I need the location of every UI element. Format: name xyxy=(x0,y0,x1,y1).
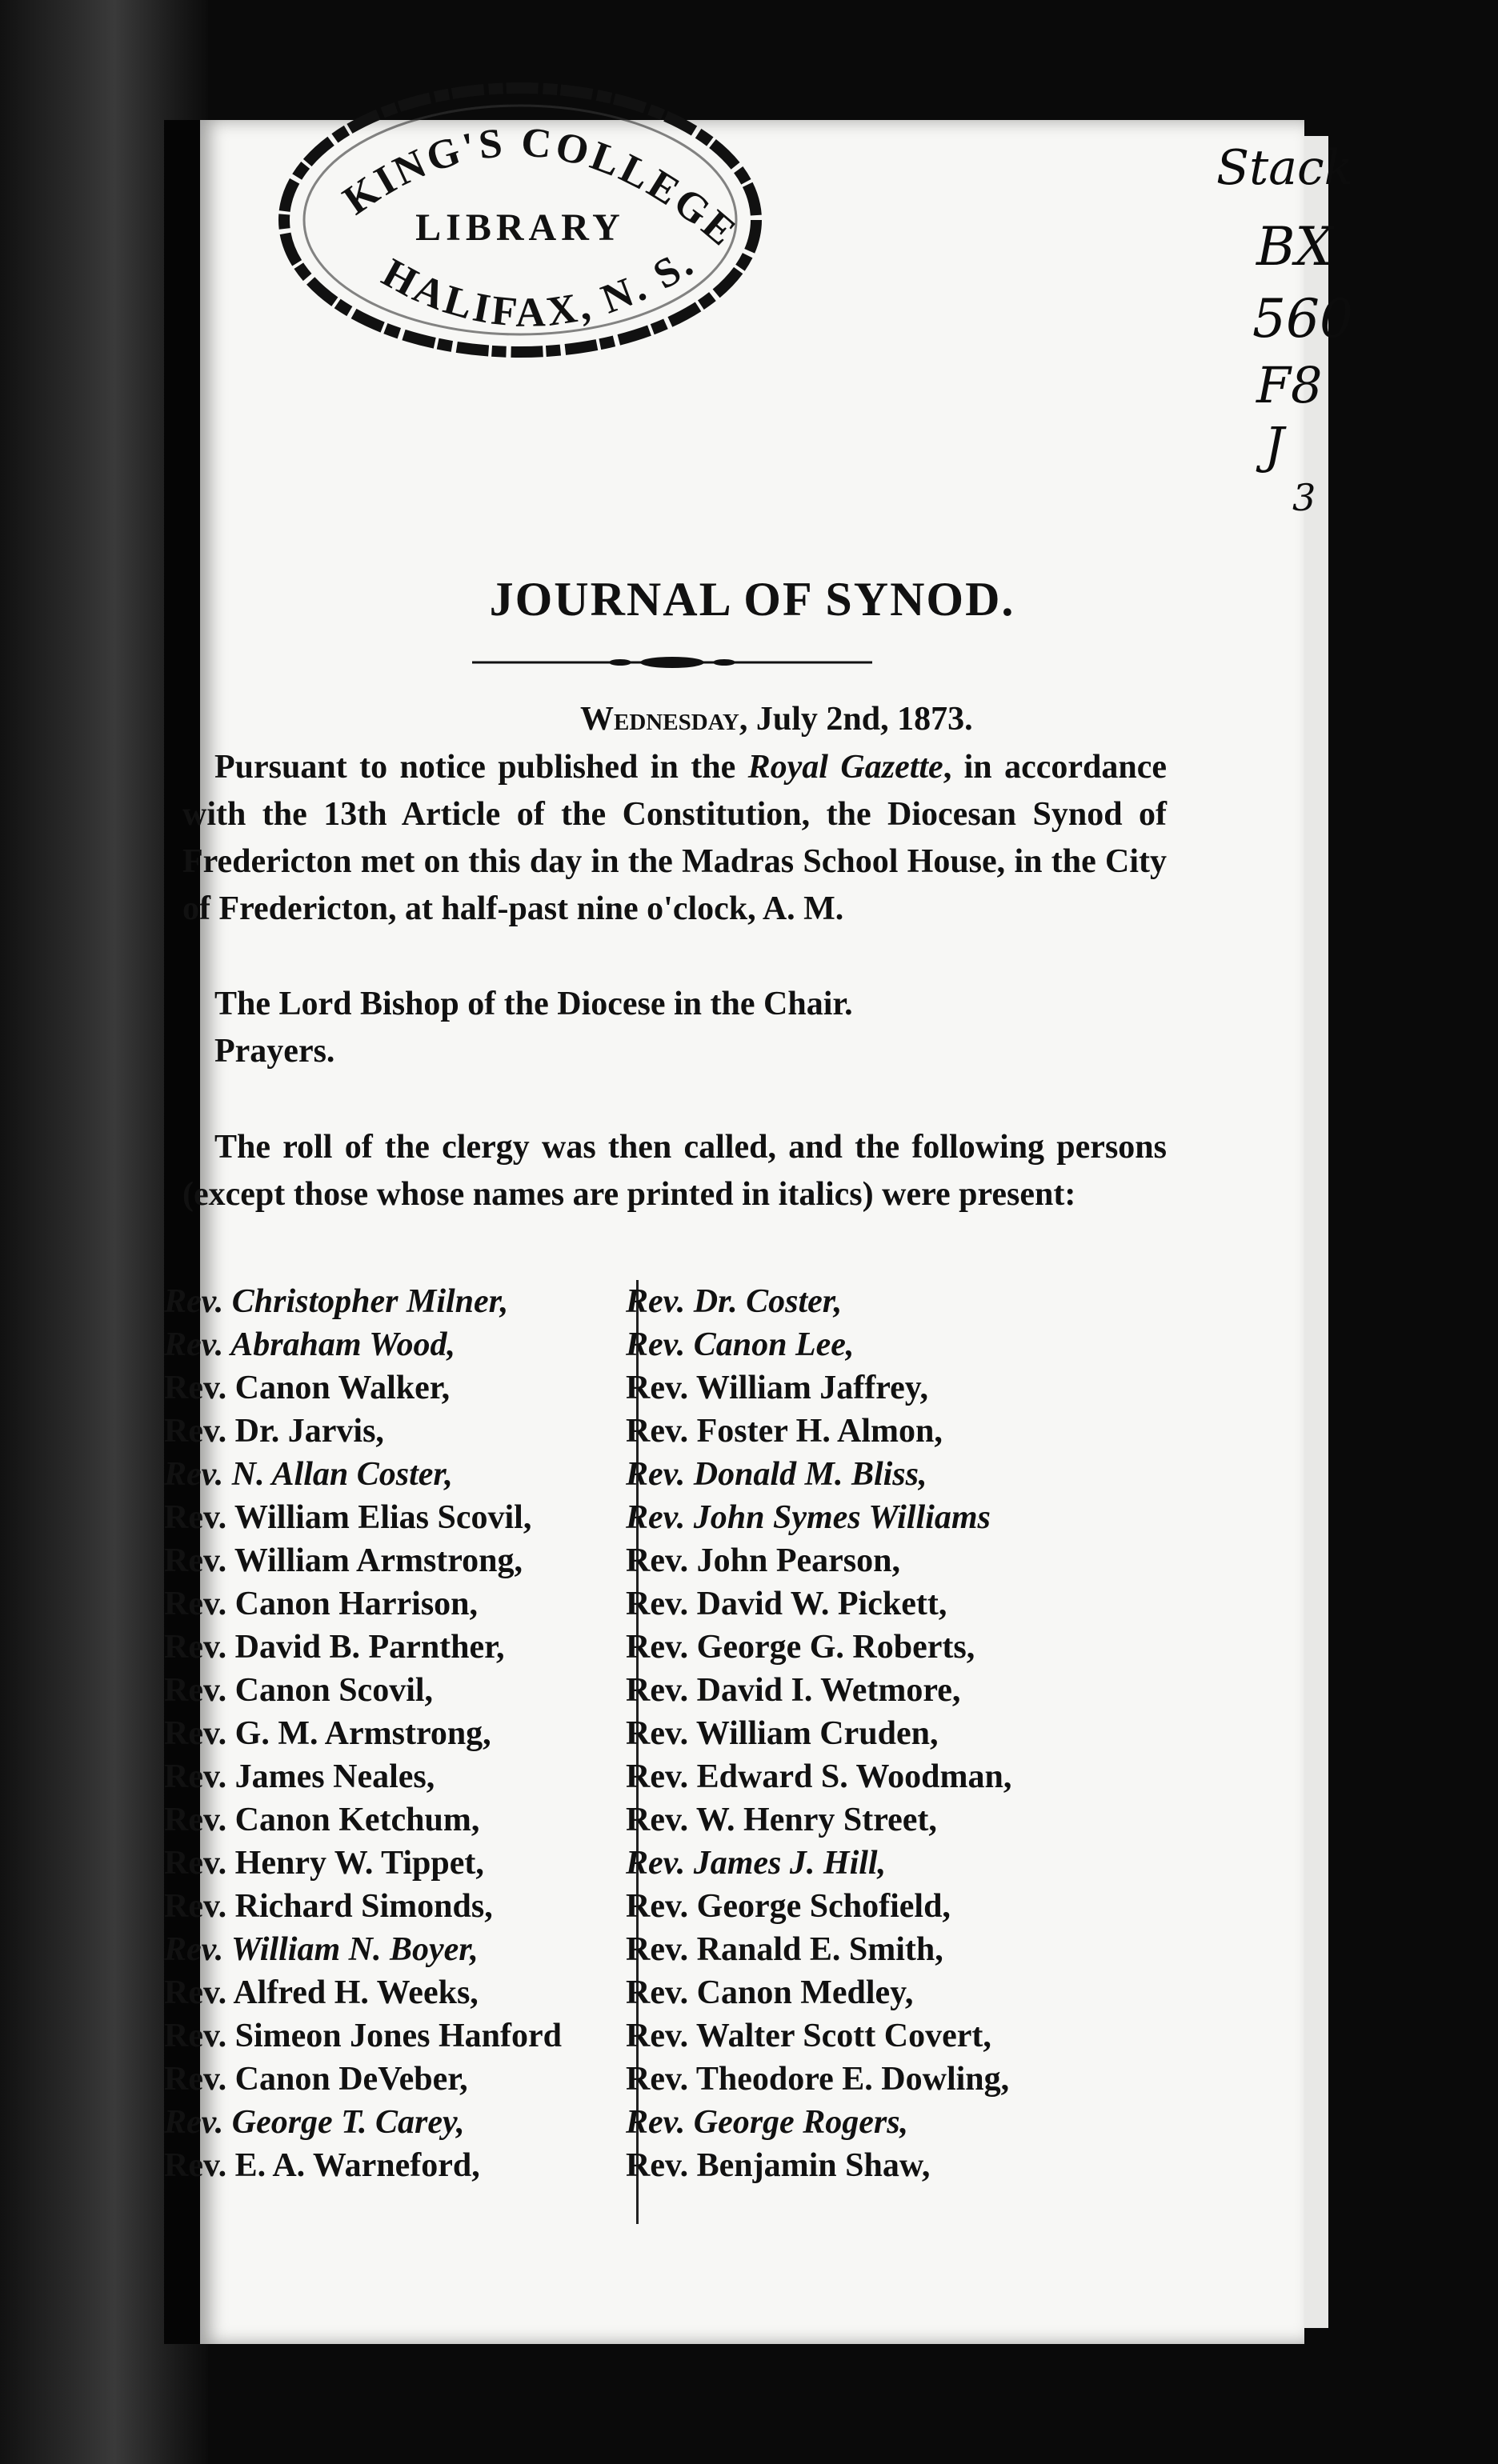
shelfmark-line: 3 xyxy=(1292,476,1316,519)
clergy-name: Rev. William Elias Scovil, xyxy=(164,1499,532,1536)
clergy-name: Rev. Ranald E. Smith, xyxy=(626,1931,943,1968)
clergy-name: Rev. Foster H. Almon, xyxy=(626,1413,943,1450)
clergy-name: Rev. Henry W. Tippet, xyxy=(164,1845,484,1882)
clergy-name: Rev. John Symes Williams xyxy=(626,1499,991,1536)
clergy-name: Rev. Canon Medley, xyxy=(626,1974,914,2011)
notice-text-2: , in accordance with the 13th Article of the Constitution, the Diocesan Synod of Fredericton met on this day in the Madras School House, in the City of Fredericton, at half-past nine o'clock, A. M. xyxy=(182,749,1167,927)
clergy-name: Rev. N. Allan Coster, xyxy=(164,1456,453,1493)
stamp-top-text: KING'S COLLEGE xyxy=(334,119,747,257)
shelfmark-line: 560 xyxy=(1252,288,1353,350)
shelfmark-line: Stack xyxy=(1216,140,1353,196)
chair-paragraph xyxy=(182,981,1167,1028)
library-stamp xyxy=(264,68,776,372)
clergy-name: Rev. Theodore E. Dowling, xyxy=(626,2061,1010,2098)
clergy-name: Rev. David B. Parnther, xyxy=(164,1629,505,1666)
clergy-name: Rev. Walter Scott Covert, xyxy=(626,2018,991,2054)
date-text: July 2nd, 1873. xyxy=(755,701,973,738)
clergy-name: Rev. William N. Boyer, xyxy=(164,1931,479,1968)
clergy-name: Rev. Donald M. Bliss, xyxy=(626,1456,927,1493)
clergy-name: Rev. Canon DeVeber, xyxy=(164,2061,468,2098)
clergy-name: Rev. Canon Ketchum, xyxy=(164,1802,480,1838)
clergy-name: Rev. William Jaffrey, xyxy=(626,1370,928,1406)
notice-paragraph xyxy=(182,744,1167,933)
clergy-name: Rev. Dr. Jarvis, xyxy=(164,1413,384,1450)
clergy-name: Rev. E. A. Warneford, xyxy=(164,2147,480,2184)
roll-paragraph xyxy=(182,1124,1167,1218)
clergy-name: Rev. Christopher Milner, xyxy=(164,1283,509,1320)
weekday: Wednesday, xyxy=(580,701,748,738)
stamp-bottom-text: HALIFAX, N. S. xyxy=(374,238,703,336)
prayers-text: Prayers. xyxy=(214,1033,335,1070)
clergy-name: Rev. George Rogers, xyxy=(626,2104,909,2141)
page-edge xyxy=(1304,136,1328,2328)
page-title: JOURNAL OF SYNOD. xyxy=(489,573,1015,626)
stamp-graphic xyxy=(264,68,776,372)
title-ornament-rule xyxy=(472,646,872,678)
clergy-name: Rev. Alfred H. Weeks, xyxy=(164,1974,479,2011)
clergy-name: Rev. Canon Lee, xyxy=(626,1326,855,1363)
clergy-name: Rev. G. M. Armstrong, xyxy=(164,1715,491,1752)
stamp-middle-text: LIBRARY xyxy=(415,206,625,249)
clergy-name: Rev. George G. Roberts, xyxy=(626,1629,975,1666)
clergy-name: Rev. John Pearson, xyxy=(626,1542,901,1579)
roll-text: The roll of the clergy was then called, and the following persons (except those whose names are printed in italics) were present: xyxy=(182,1129,1167,1213)
gazette-name: Royal Gazette xyxy=(747,749,943,786)
clergy-name: Rev. William Cruden, xyxy=(626,1715,939,1752)
clergy-name: Rev. William Armstrong, xyxy=(164,1542,523,1579)
clergy-name: Rev. Edward S. Woodman, xyxy=(626,1758,1012,1795)
shelfmark-line: BX xyxy=(1256,216,1333,278)
clergy-name: Rev. Abraham Wood, xyxy=(164,1326,456,1363)
clergy-name: Rev. George Schofield, xyxy=(626,1888,951,1925)
clergy-list-left xyxy=(164,1280,612,2187)
date-line xyxy=(580,700,973,738)
clergy-name: Rev. Canon Walker, xyxy=(164,1370,451,1406)
shelfmark-line: J xyxy=(1264,416,1284,474)
clergy-list-right xyxy=(626,1280,1202,2187)
clergy-name: Rev. James J. Hill, xyxy=(626,1845,887,1882)
chair-text: The Lord Bishop of the Diocese in the Chair. xyxy=(214,986,853,1022)
clergy-name: Rev. W. Henry Street, xyxy=(626,1802,937,1838)
clergy-name: Rev. Richard Simonds, xyxy=(164,1888,493,1925)
clergy-name: Rev. Simeon Jones Hanford xyxy=(164,2018,563,2054)
clergy-name: Rev. David I. Wetmore, xyxy=(626,1672,961,1709)
clergy-name: Rev. Canon Harrison, xyxy=(164,1586,479,1622)
clergy-name: Rev. Canon Scovil, xyxy=(164,1672,434,1709)
clergy-name: Rev. James Neales, xyxy=(164,1758,435,1795)
prayers-paragraph xyxy=(182,1028,1167,1075)
shelfmark-line: F8 xyxy=(1256,356,1323,414)
clergy-name: Rev. David W. Pickett, xyxy=(626,1586,947,1622)
clergy-name: Rev. George T. Carey, xyxy=(164,2104,465,2141)
clergy-name: Rev. Benjamin Shaw, xyxy=(626,2147,931,2184)
notice-text-1: Pursuant to notice published in the xyxy=(214,749,736,786)
clergy-name: Rev. Dr. Coster, xyxy=(626,1283,843,1320)
